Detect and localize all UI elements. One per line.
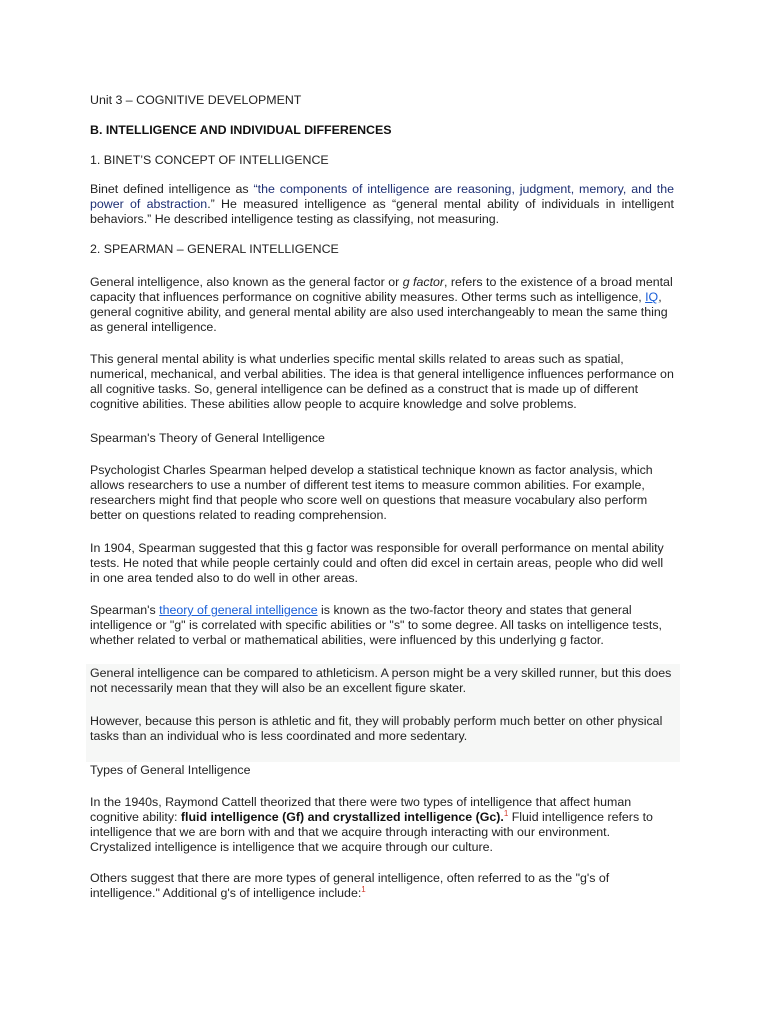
factor-analysis-paragraph: Psychologist Charles Spearman helped develop a statistical technique known as factor analysis, which allows researchers to use a number of different test items to measure common abilities. For example, researchers might find that people who score well on questions that measure vocabulary also perform better on questions related to reading comprehension. [90, 463, 653, 522]
binet-heading: 1. BINET’S CONCEPT OF INTELLIGENCE [90, 153, 329, 167]
footnote-marker[interactable]: 1 [361, 884, 366, 894]
cattell-paragraph: In the 1940s, Raymond Cattell theorized that there were two types of intelligence that affect human cognitive ability: fluid intelligence (Gf) and crystallized intelligence (Gc).$^1$ Fluid intelligence refers to intelligence that we are born with and that we acquire through interacting with our environment. Crystalized intelligence is intelligence that we acquire through our culture. [90, 795, 653, 854]
athleticism-paragraph: General intelligence can be compared to athleticism. A person might be a very skilled runner, but this does not necessarily mean that they will also be an excellent figure skater. [90, 666, 672, 695]
general-intelligence-paragraph: General intelligence, also known as the general factor or g factor, refers to the existence of a broad mental capacity that influences performance on cognitive ability measures. Other terms such as intelligence, IQ, general cognitive ability, and general mental ability are also used interchangeably to mean the same thing as general intelligence. [90, 275, 673, 334]
binet-quote: “the components of intelligence are reasoning, judgment, memory, and the power of abstraction [90, 182, 674, 211]
binet-paragraph: Binet defined intelligence as “the components of intelligence are reasoning, judgment, memory, and the power of abstraction.” He measured intelligence as “general mental ability of individuals in intelligent behaviors.” He described intelligence testing as classifying, not measuring. [90, 182, 674, 226]
spearman-theory-heading: Spearman's Theory of General Intelligence [90, 431, 325, 445]
others-paragraph: Others suggest that there are more types of general intelligence, often referred to as the "g's of intelligence." Additional g's of intelligence include:$^1$ [90, 871, 610, 900]
footnote-marker[interactable]: 1 [503, 808, 509, 818]
types-heading: Types of General Intelligence [90, 763, 251, 777]
two-factor-paragraph: Spearman's theory of general intelligence is known as the two-factor theory and states that general intelligence or "g" is correlated with specific abilities or "s" to some degree. All tasks on intelligence tests, whether related to verbal or mathematical abilities, were influenced by this underlying g factor. [90, 603, 663, 647]
unit-title: Unit 3 – COGNITIVE DEVELOPMENT [90, 93, 302, 107]
mental-ability-paragraph: This general mental ability is what underlies specific mental skills related to areas such as spatial, numerical, mechanical, and verbal abilities. The idea is that general intelligence influences performance on all cognitive tasks. So, general intelligence can be defined as a construct that is made up of different cognitive abilities. These abilities allow people to acquire knowledge and solve problems. [90, 352, 674, 411]
spearman-1904-paragraph: In 1904, Spearman suggested that this g factor was responsible for overall performance on mental ability tests. He noted that while people certainly could and often did excel in certain areas, people who did well in one area tended also to do well in other areas. [90, 541, 664, 585]
section-heading: B. INTELLIGENCE AND INDIVIDUAL DIFFERENCES [90, 123, 392, 137]
theory-of-general-intelligence-link[interactable]: theory of general intelligence [159, 603, 318, 617]
iq-link[interactable]: IQ [645, 290, 659, 304]
spearman-heading: 2. SPEARMAN – GENERAL INTELLIGENCE [90, 242, 339, 256]
athletic-however-paragraph: However, because this person is athletic and fit, they will probably perform much better on other physical tasks than an individual who is less coordinated and more sedentary. [90, 714, 663, 743]
